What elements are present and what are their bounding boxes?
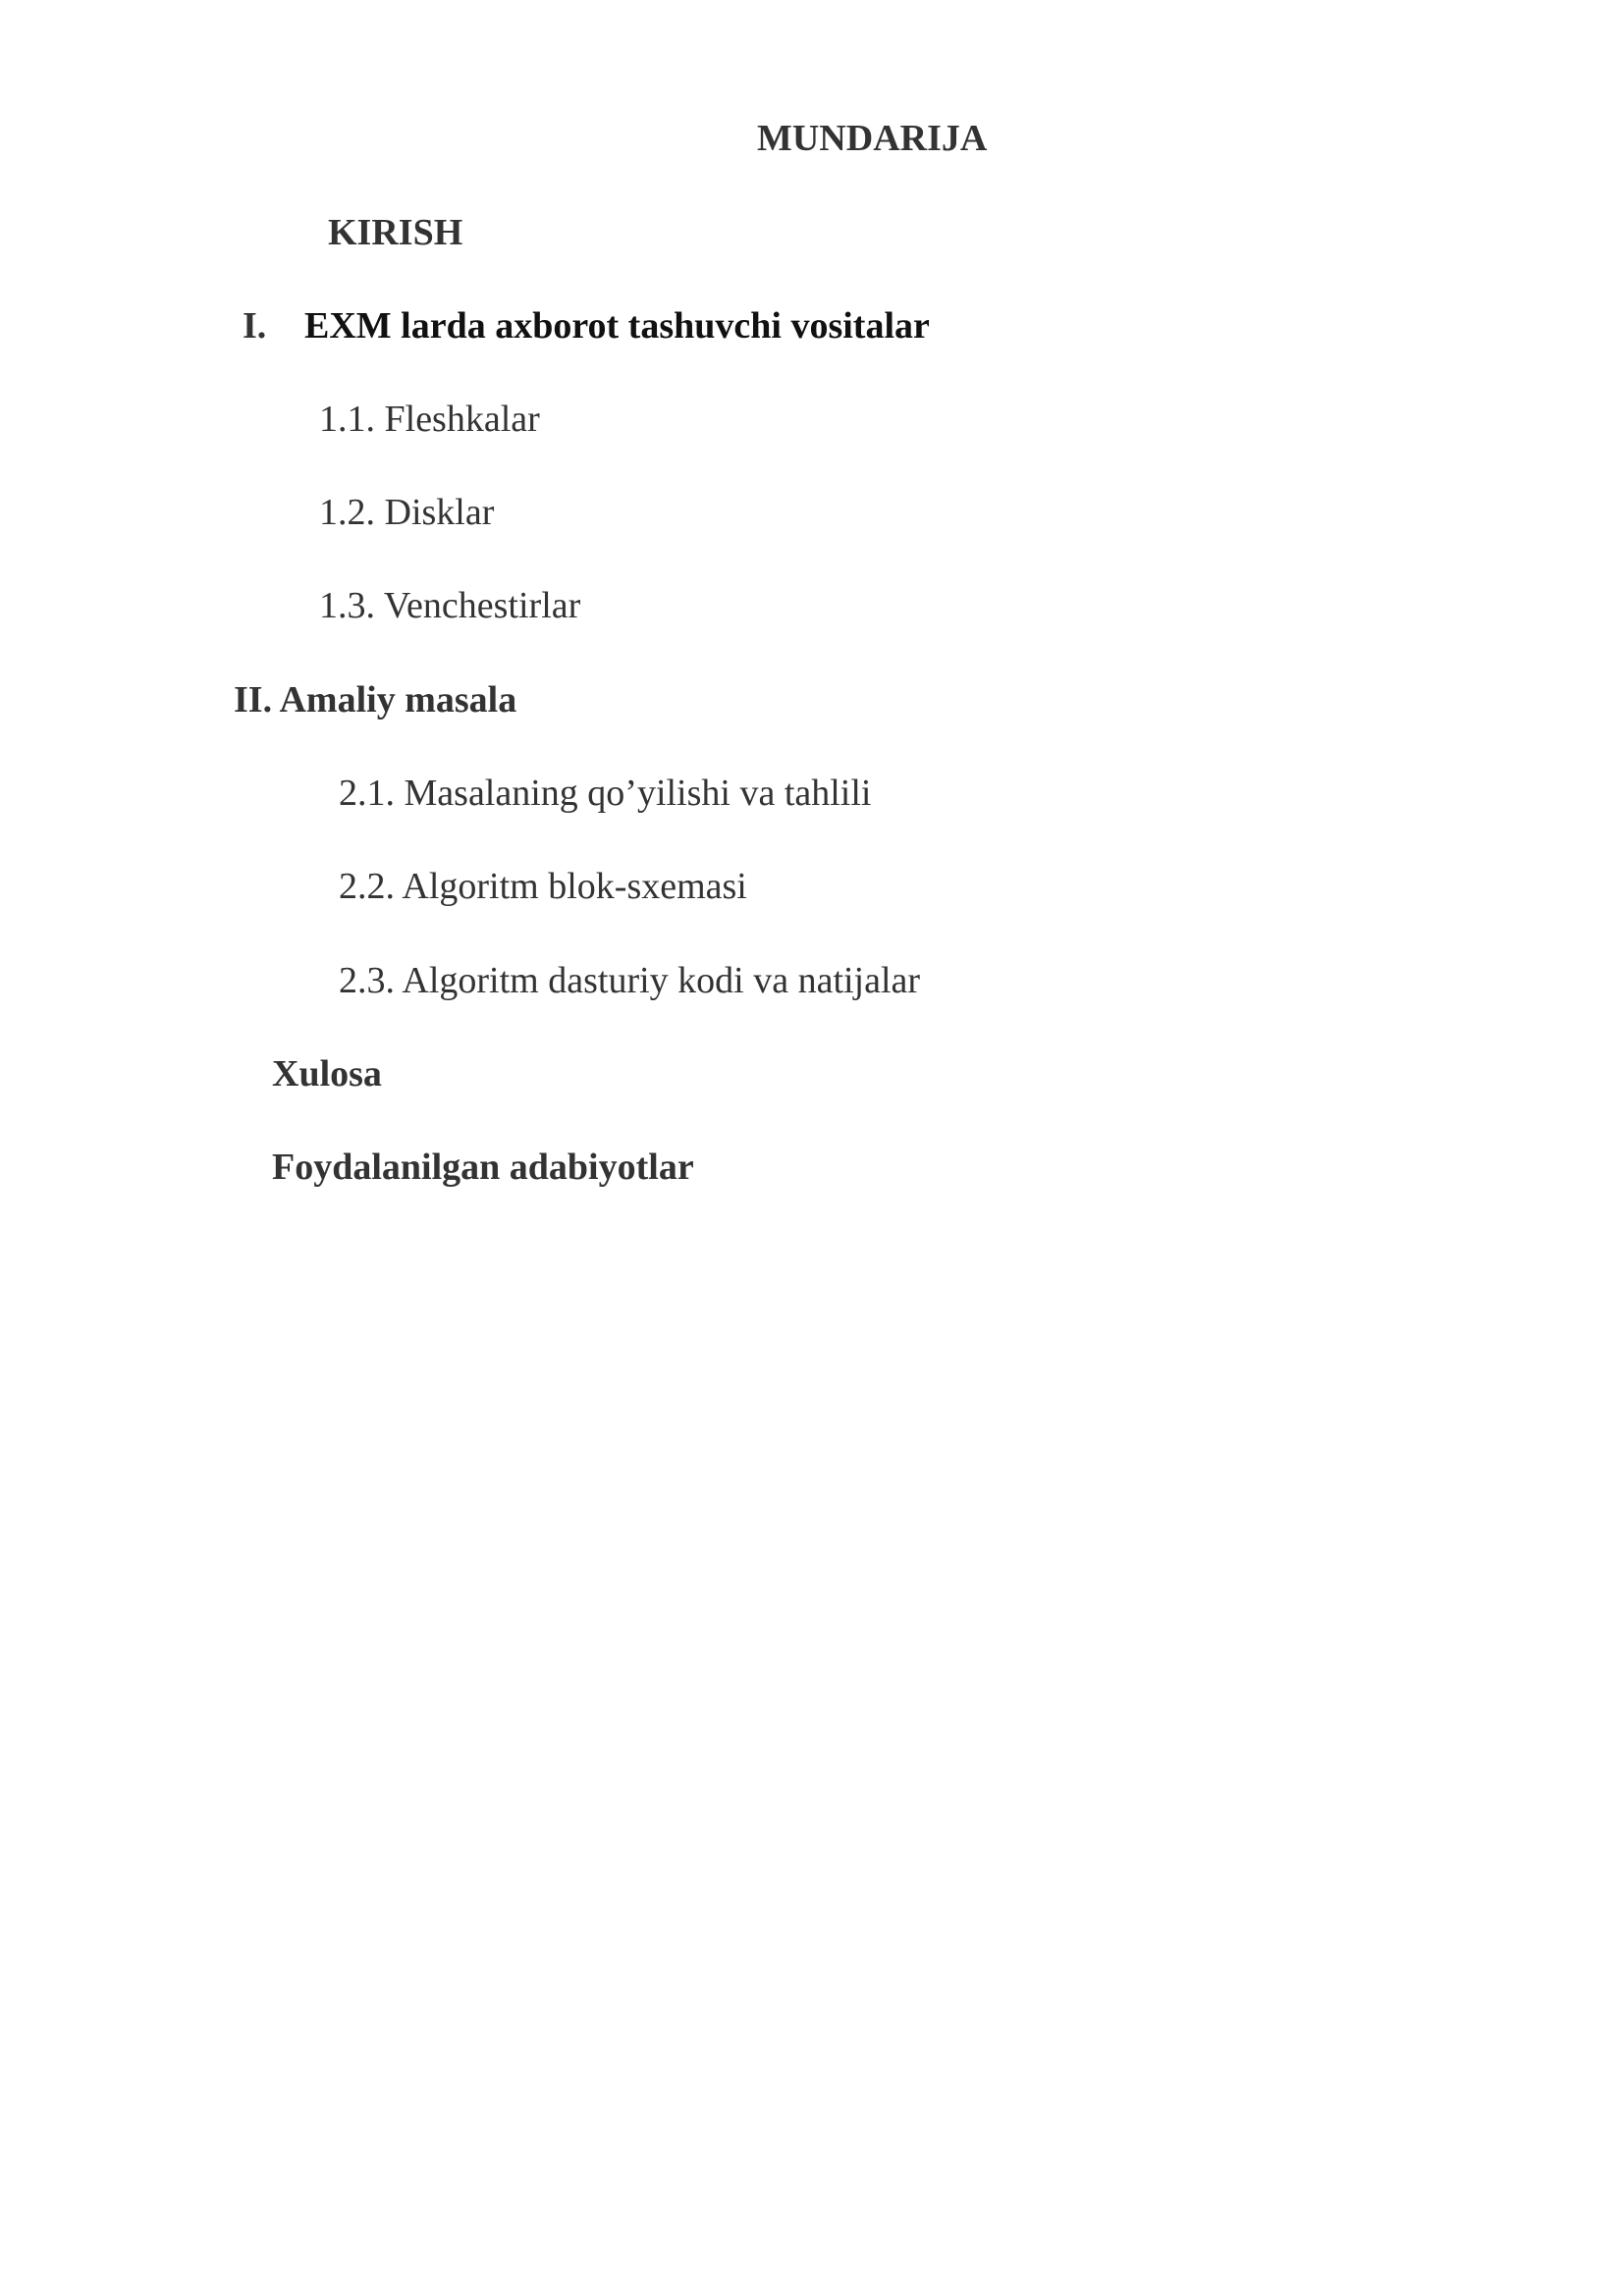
toc-entry-intro: KIRISH: [328, 212, 463, 253]
toc-subsection-2-2: 2.2. Algoritm blok-sxemasi: [339, 866, 747, 907]
toc-subsection-2-3: 2.3. Algoritm dasturiy kodi va natijalar: [339, 960, 921, 1001]
toc-subsection-1-2: 1.2. Disklar: [319, 492, 495, 533]
toc-subsection-1-3: 1.3. Venchestirlar: [319, 585, 581, 626]
toc-section-1-title: EXM larda axborot tashuvchi vositalar: [304, 305, 930, 347]
page-title: MUNDARIJA: [757, 118, 988, 159]
toc-entry-conclusion: Xulosa: [272, 1053, 382, 1095]
toc-subsection-1-1: 1.1. Fleshkalar: [319, 399, 540, 440]
toc-section-2-title: II. Amaliy masala: [234, 679, 517, 721]
toc-entry-references: Foydalanilgan adabiyotlar: [272, 1147, 694, 1188]
toc-subsection-2-1: 2.1. Masalaning qo’yilishi va tahlili: [339, 773, 872, 814]
toc-section-1-number: I.: [243, 305, 267, 347]
